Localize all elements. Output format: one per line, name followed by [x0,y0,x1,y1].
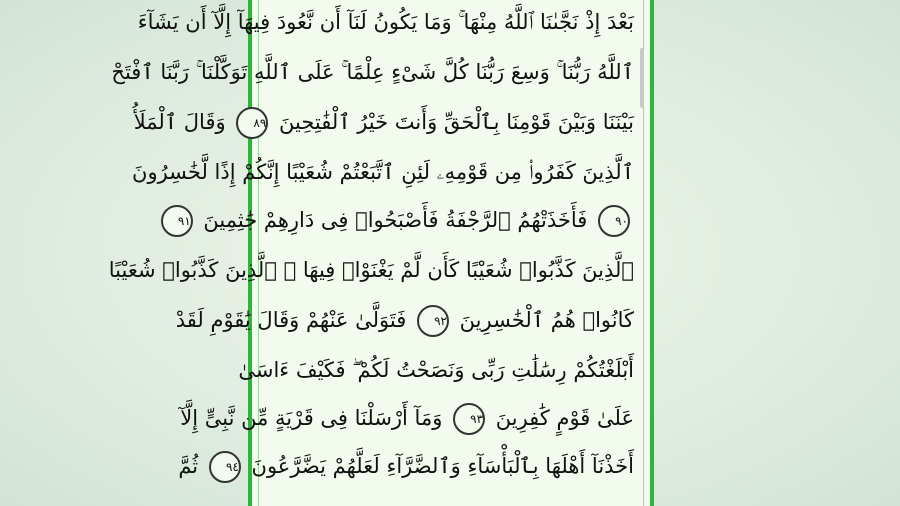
verse-text: ٱلَّذِينَ كَذَّبُوا۟ شُعَيْبًا كَأَن لَّمْ يَغْنَوْا۟ فِيهَا ۚ ٱلَّذِينَ كَذَّبُوا۟ شُعَيْبًا [108,258,634,282]
text-line-3 [133,102,634,142]
text-line-9 [180,398,634,438]
verse-text: ثُمَّ [178,454,199,478]
ayah-number-marker: ٩٢ [417,305,449,337]
ayah-number-marker: ٩٣ [453,403,485,435]
text-line-6 [108,250,634,290]
verse-text: ٱللَّهُ رَبُّنَا ۚ وَسِعَ رَبُّنَا كُلَّ شَىْءٍ عِلْمًا ۚ عَلَى ٱللَّهِ تَوَكَّلْنَا ۚ رَبَّنَا ٱفْتَحْ [111,60,634,84]
ayah-number-marker: ٩١ [161,205,193,237]
mushaf-page [108,0,654,506]
verse-text: كَانُوا۟ هُمُ ٱلْخَٰسِرِينَ [459,308,634,332]
ayah-number-marker: ٨٩ [236,107,268,139]
ayah-number-marker: ٩٤ [209,451,241,483]
text-line-10 [178,446,634,486]
verse-text: أَبْلَغْتُكُمْ رِسَٰلَٰتِ رَبِّى وَنَصَحْتُ لَكُمْ ۖ فَكَيْفَ ءَاسَىٰ [238,358,634,382]
verse-text: عَلَىٰ قَوْمٍ كَٰفِرِينَ [495,406,634,430]
verse-text: وَقَالَ ٱلْمَلَأُ [133,110,226,134]
verse-text: وَمَآ أَرْسَلْنَا فِى قَرْيَةٍ مِّن نَّبِىٍّ إِلَّآ [180,406,443,430]
verse-text: ٱلَّذِينَ كَفَرُوا۟ مِن قَوْمِهِۦ لَئِنِ ٱتَّبَعْتُمْ شُعَيْبًا إِنَّكُمْ إِذًا لَّخَٰسِرُونَ [132,160,634,184]
ayah-number-marker: ٩٠ [598,205,630,237]
text-line-1 [137,2,634,42]
scrollbar-thumb[interactable] [640,48,644,108]
text-line-5 [177,200,634,240]
verse-text: فَأَخَذَتْهُمُ ٱلرَّجْفَةُ فَأَصْبَحُوا۟ فِى دَارِهِمْ جَٰثِمِينَ [203,208,588,232]
text-line-7 [175,300,634,340]
verse-text: بَيْنَنَا وَبَيْنَ قَوْمِنَا بِٱلْحَقِّ وَأَنتَ خَيْرُ ٱلْفَٰتِحِينَ [279,110,634,134]
verse-text: فَتَوَلَّىٰ عَنْهُمْ وَقَالَ يَٰقَوْمِ لَقَدْ [175,308,407,332]
verse-text: بَعْدَ إِذْ نَجَّىٰنَا ٱللَّهُ مِنْهَا ۚ وَمَا يَكُونُ لَنَآ أَن نَّعُودَ فِيهَآ إِلَّآ أَن يَشَآءَ [137,10,634,34]
text-line-8 [238,350,634,390]
text-line-2 [111,52,634,92]
text-line-4 [132,152,634,192]
verse-text: أَخَذْنَآ أَهْلَهَا بِٱلْبَأْسَآءِ وَٱلضَّرَّآءِ لَعَلَّهُمْ يَضَّرَّعُونَ [251,454,634,478]
